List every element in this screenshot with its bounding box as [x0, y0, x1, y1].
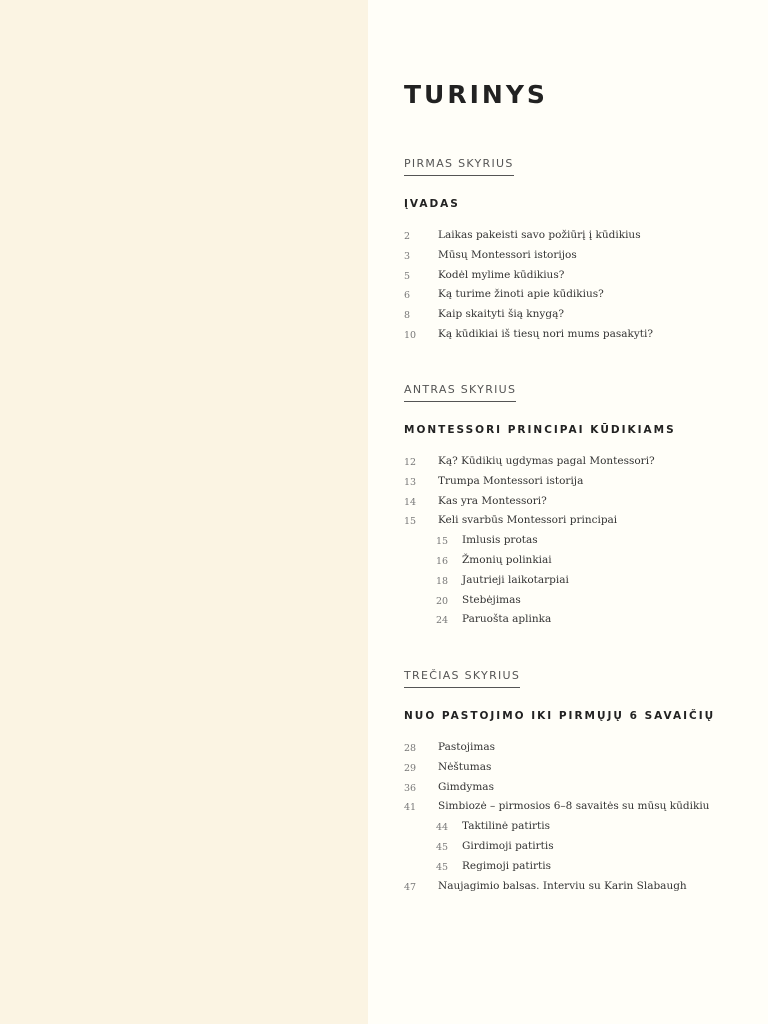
page-number: 12: [404, 457, 417, 468]
toc-subentry[interactable]: [404, 857, 744, 877]
chapter-1-section: [404, 152, 744, 345]
entry-title: Keli svarbūs Montessori principai: [438, 514, 618, 527]
page-number: 8: [404, 310, 411, 322]
page-number: 36: [404, 782, 417, 794]
entry-title: Simbiozė – pirmosios 6–8 savaitės su mūsų kūdikiu: [438, 800, 710, 813]
page-number: 6: [404, 290, 411, 302]
toc-entry[interactable]: [404, 266, 744, 286]
toc-list: [404, 452, 744, 630]
chapter-label: PIRMAS SKYRIUS: [404, 157, 514, 176]
page-number: 10: [404, 329, 417, 341]
toc-entry[interactable]: [404, 452, 744, 472]
toc-entry[interactable]: [404, 797, 744, 817]
entry-title: Gimdymas: [438, 780, 494, 793]
entry-title: Taktilinė patirtis: [462, 820, 550, 833]
toc-entry[interactable]: [404, 305, 744, 325]
toc-entry[interactable]: [404, 246, 744, 266]
entry-title: Nėštumas: [438, 760, 492, 773]
toc-subentry[interactable]: [404, 837, 744, 857]
page-number: 41: [404, 802, 417, 814]
toc-subentry[interactable]: [404, 531, 744, 551]
entry-title: Laikas pakeisti savo požiūrį į kūdikius: [438, 229, 641, 241]
entry-title: Pastojimas: [438, 741, 496, 753]
left-page-background: [0, 0, 368, 1024]
entry-title: Girdimoji patirtis: [462, 839, 554, 852]
page-number: 24: [436, 615, 449, 627]
toc-subentry[interactable]: [404, 551, 744, 571]
chapter-2-section: [404, 378, 744, 630]
entry-title: Žmonių polinkiai: [462, 553, 552, 566]
entry-title: Ką turime žinoti apie kūdikius?: [438, 288, 604, 301]
toc-entry[interactable]: [404, 285, 744, 305]
entry-title: Regimoji patirtis: [462, 859, 551, 872]
chapter-label: TREČIAS SKYRIUS: [404, 669, 520, 688]
chapter-heading: MONTESSORI PRINCIPAI KŪDIKIAMS: [404, 424, 676, 436]
page-number: 5: [404, 270, 411, 282]
entry-title: Stebėjimas: [462, 593, 521, 606]
page-number: 13: [404, 476, 417, 488]
page-number: 45: [436, 861, 449, 873]
entry-title: Jautrieji laikotarpiai: [462, 573, 569, 586]
chapter-3-section: [404, 664, 744, 896]
entry-title: Mūsų Montessori istorijos: [438, 248, 577, 261]
page-number: 3: [404, 250, 411, 262]
toc-entry[interactable]: [404, 511, 744, 531]
page-number: 47: [404, 881, 417, 893]
toc-list: [404, 738, 744, 896]
toc-entry[interactable]: [404, 778, 744, 798]
page-number: 44: [436, 822, 449, 834]
page-number: 16: [436, 555, 449, 567]
toc-entry[interactable]: [404, 226, 744, 246]
page-number: 15: [436, 536, 449, 548]
page-number: 20: [436, 595, 449, 607]
page-number: 18: [436, 575, 449, 587]
chapter-heading: NUO PASTOJIMO IKI PIRMŲJŲ 6 SAVAIČIŲ: [404, 710, 716, 722]
entry-title: Naujagimio balsas. Interviu su Karin Slabaugh: [438, 879, 687, 892]
page-number: 28: [404, 743, 417, 754]
toc-subentry[interactable]: [404, 571, 744, 591]
toc-entry[interactable]: [404, 738, 744, 758]
toc-entry[interactable]: [404, 877, 744, 897]
page-number: 45: [436, 841, 449, 853]
entry-title: Kaip skaityti šią knygą?: [438, 308, 564, 321]
entry-title: Ką kūdikiai iš tiesų nori mums pasakyti?: [438, 327, 654, 340]
toc-subentry[interactable]: [404, 610, 744, 630]
toc-subentry[interactable]: [404, 591, 744, 611]
entry-title: Kodėl mylime kūdikius?: [438, 268, 565, 281]
page-number: 29: [404, 762, 417, 774]
toc-entry[interactable]: [404, 492, 744, 512]
entry-title: Imlusis protas: [462, 534, 538, 547]
entry-title: Ką? Kūdikių ugdymas pagal Montessori?: [438, 455, 655, 467]
page-number: 2: [404, 231, 411, 242]
toc-entry[interactable]: [404, 325, 744, 345]
page-title: TURINYS: [404, 80, 548, 109]
toc-entry[interactable]: [404, 758, 744, 778]
chapter-label: ANTRAS SKYRIUS: [404, 383, 516, 402]
page-number: 15: [404, 516, 417, 528]
entry-title: Paruošta aplinka: [462, 613, 552, 626]
chapter-heading: ĮVADAS: [404, 198, 460, 210]
page-number: 14: [404, 496, 417, 508]
toc-list: [404, 226, 744, 345]
entry-title: Trumpa Montessori istorija: [438, 474, 584, 487]
toc-entry[interactable]: [404, 472, 744, 492]
toc-subentry[interactable]: [404, 817, 744, 837]
entry-title: Kas yra Montessori?: [438, 494, 547, 507]
